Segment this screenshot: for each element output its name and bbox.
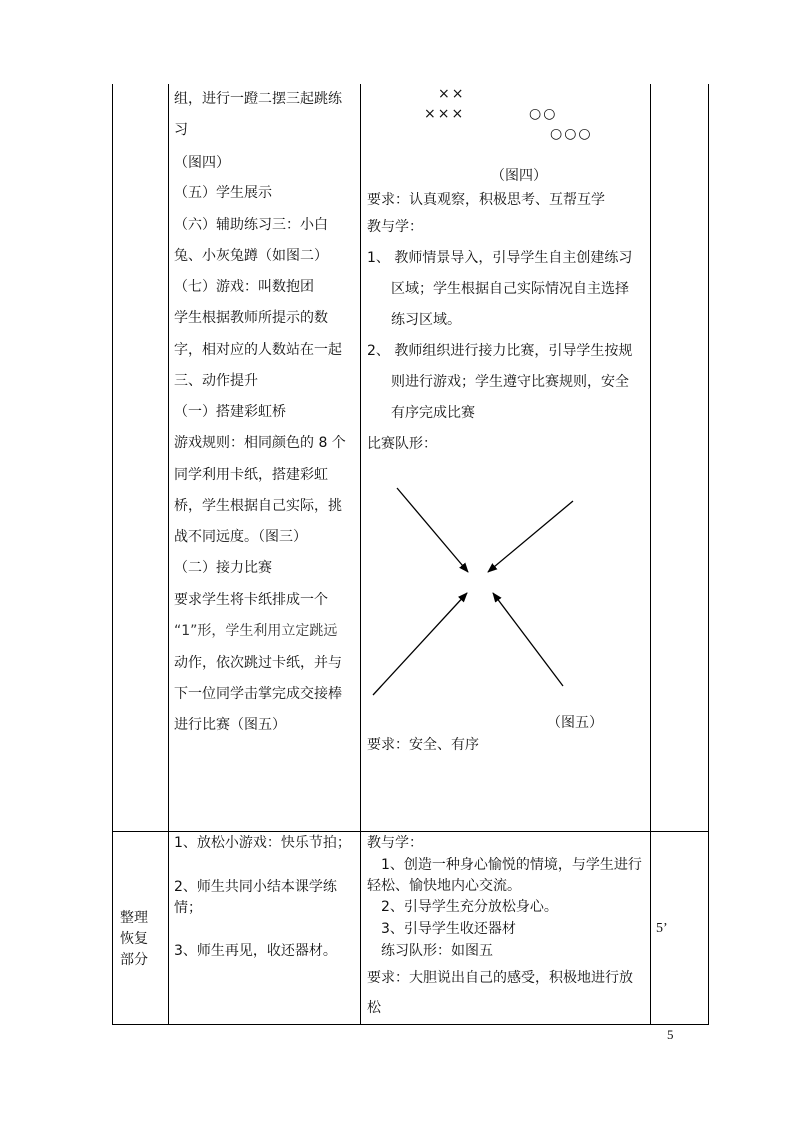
section2-right-line-8: 松 xyxy=(367,1000,381,1016)
left-line-12: 游戏规则：相同颜色的 8 个 xyxy=(174,435,346,451)
right-line-7: 则进行游戏；学生遵守比赛规则，安全 xyxy=(391,374,629,390)
right-line-9: 比赛队形： xyxy=(367,436,437,452)
fig4-crosses-row1: ×× xyxy=(438,86,466,102)
section2-right-line-7: 要求：大胆说出自己的感受，积极地进行放 xyxy=(367,970,633,986)
section2-right-line-1: 教与学： xyxy=(367,835,423,851)
left-line-10: 三、动作提升 xyxy=(174,373,258,389)
section2-time: 5’ xyxy=(656,921,668,936)
left-line-15: 战不同远度。（图三） xyxy=(174,529,307,545)
left-line-7: （七）游戏：叫数抱团 xyxy=(174,279,314,295)
left-line-3: （图四） xyxy=(174,155,230,171)
left-line-20: 下一位同学击掌完成交接棒 xyxy=(174,686,342,702)
left-line-14: 桥，学生根据自己实际，挑 xyxy=(174,498,342,514)
fig4-circles-row2: ○○○ xyxy=(550,126,593,142)
section2-right-line-2: 1、创造一种身心愉悦的情境，与学生进行 xyxy=(381,857,642,873)
section2-left-item-1: 1、放松小游戏：快乐节拍； xyxy=(174,835,351,851)
section2-left-item-3: 情； xyxy=(174,900,202,916)
left-line-18: “1”形，学生利用立定跳远 xyxy=(174,623,338,639)
section2-category-1: 整理 xyxy=(120,910,148,926)
section2-category-3: 部分 xyxy=(120,952,148,968)
section2-right-line-3: 轻松、愉快地内心交流。 xyxy=(367,878,521,894)
right-line-2: 教与学： xyxy=(367,219,423,235)
fig5-requirement: 要求：安全、有序 xyxy=(367,737,479,753)
left-line-5: （六）辅助练习三：小白 xyxy=(174,217,328,233)
left-line-6: 兔、小灰兔蹲（如图二） xyxy=(174,248,328,264)
right-line-6: 2、 教师组织进行接力比赛，引导学生按规 xyxy=(367,343,633,359)
section2-right-line-4: 2、引导学生充分放松身心。 xyxy=(381,899,558,915)
left-line-21: 进行比赛（图五） xyxy=(174,717,286,733)
right-line-8: 有序完成比赛 xyxy=(391,405,475,421)
page-number: 5 xyxy=(667,1027,674,1042)
left-line-4: （五）学生展示 xyxy=(174,185,272,201)
fig5-arrow-bottom-right xyxy=(493,593,563,686)
fig5-arrow-bottom-left xyxy=(373,593,467,695)
fig5-arrow-top-right xyxy=(488,501,573,572)
section2-right-line-6: 练习队形：如图五 xyxy=(381,943,493,959)
section2-category-2: 恢复 xyxy=(120,931,148,947)
left-line-19: 动作，依次跳过卡纸，并与 xyxy=(174,655,342,671)
right-line-1: 要求：认真观察，积极思考、互帮互学 xyxy=(367,192,605,208)
right-line-4: 区域；学生根据自己实际情况自主选择 xyxy=(391,281,629,297)
left-line-9: 字，相对应的人数站在一起 xyxy=(174,342,342,358)
left-line-16: （二）接力比赛 xyxy=(174,560,272,576)
fig4-caption: （图四） xyxy=(491,168,547,184)
fig4-crosses-row2: ××× xyxy=(424,106,466,122)
left-line-1: 组，进行一蹬二摆三起跳练 xyxy=(174,91,342,107)
left-line-17: 要求学生将卡纸排成一个 xyxy=(174,592,328,608)
section2-left-item-2: 2、师生共同小结本课学练 xyxy=(174,879,337,895)
left-line-2: 习 xyxy=(174,122,188,138)
left-line-8: 学生根据教师所提示的数 xyxy=(174,310,328,326)
left-line-13: 同学利用卡纸，搭建彩虹 xyxy=(174,467,328,483)
section2-right-line-5: 3、引导学生收还器材 xyxy=(381,921,516,937)
right-line-3: 1、 教师情景导入，引导学生自主创建练习 xyxy=(367,250,633,266)
right-line-5: 练习区域。 xyxy=(391,312,461,328)
left-line-11: （一）搭建彩虹桥 xyxy=(174,404,286,420)
fig4-circles-row1: ○○ xyxy=(529,106,558,122)
fig5-caption: （图五） xyxy=(547,715,603,731)
fig5-arrow-top-left xyxy=(397,488,468,572)
section2-left-item-4: 3、师生再见，收还器材。 xyxy=(174,943,337,959)
